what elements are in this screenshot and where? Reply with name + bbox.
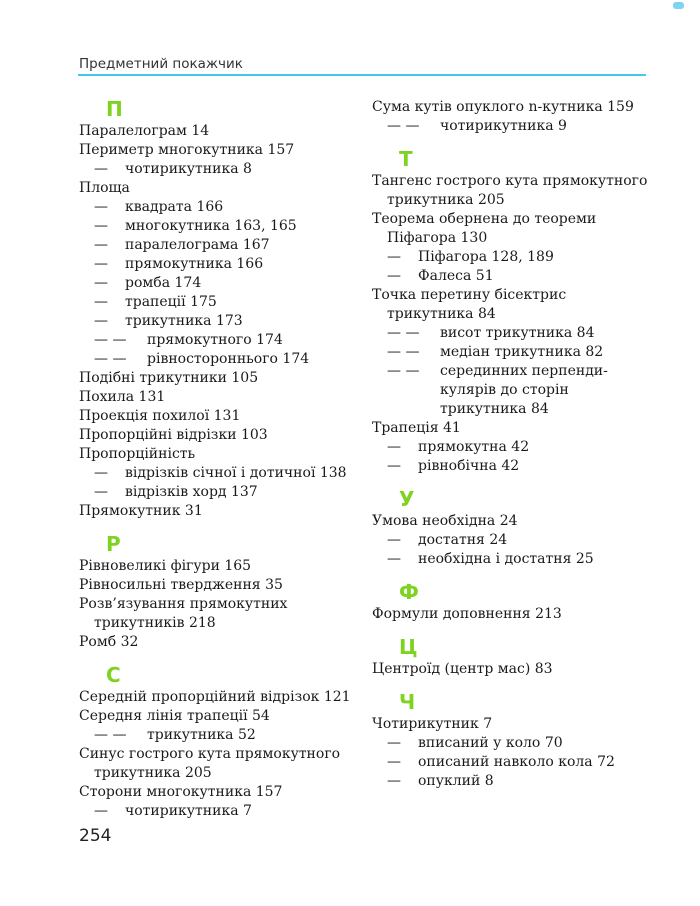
entry-dash: —	[387, 551, 401, 567]
entry-dash: —	[94, 275, 108, 291]
entry-text: серединних перпенди-	[440, 363, 608, 379]
page-header-title: Предметний покажчик	[79, 56, 243, 72]
index-section	[372, 98, 672, 136]
entry-continuation: трикутника 205	[94, 765, 212, 781]
entry-dash: — —	[94, 351, 127, 367]
index-entry	[372, 362, 672, 381]
index-entry	[372, 772, 672, 791]
entry-text: Чотирикутник 7	[372, 716, 493, 732]
entry-dash: —	[94, 294, 108, 310]
entry-dash: —	[387, 268, 401, 284]
entry-dash: —	[94, 218, 108, 234]
index-entry	[372, 438, 672, 457]
index-entry	[79, 350, 364, 369]
index-entry	[79, 557, 364, 576]
index-entry	[372, 550, 672, 569]
entry-dash: —	[94, 237, 108, 253]
index-entry	[79, 331, 364, 350]
entry-continuation: Піфагора 130	[387, 230, 488, 246]
entry-dash: —	[94, 256, 108, 272]
corner-badge-icon	[673, 2, 684, 9]
header-rule	[78, 74, 646, 76]
entry-dash: —	[387, 532, 401, 548]
entry-text: трикутника 173	[125, 313, 243, 329]
index-entry	[79, 198, 364, 217]
index-entry	[372, 286, 672, 305]
section-letter: П	[106, 97, 123, 121]
entry-text: кулярів до сторін	[440, 382, 569, 398]
entry-continuation: трикутника 84	[387, 306, 496, 322]
entry-text: чотирикутника 8	[125, 161, 252, 177]
entry-text: Подібні трикутники 105	[79, 370, 259, 386]
index-entry	[79, 576, 364, 595]
index-entry	[79, 236, 364, 255]
entry-dash: —	[94, 161, 108, 177]
entry-text: чотирикутника 7	[125, 803, 252, 819]
entry-text: вписаний у коло 70	[418, 735, 563, 751]
entry-text: Паралелограм 14	[79, 123, 210, 139]
index-entry	[372, 400, 672, 419]
entry-text: рівнобічна 42	[418, 458, 520, 474]
entry-text: Середній пропорційний відрізок 121	[79, 689, 351, 705]
section-letter: Ф	[399, 580, 419, 604]
index-section	[372, 488, 672, 569]
entry-text: Піфагора 128, 189	[418, 249, 554, 265]
entry-text: Проекція похилої 131	[79, 408, 241, 424]
index-entry	[79, 312, 364, 331]
index-section	[372, 636, 672, 679]
entry-text: Рівносильні твердження 35	[79, 577, 283, 593]
section-letter: Ч	[399, 690, 416, 714]
entry-text: Ромб 32	[79, 634, 139, 650]
entry-text: Синус гострого кута прямокутного	[79, 746, 341, 762]
entry-text: медіан трикутника 82	[440, 344, 604, 360]
index-entry	[372, 512, 672, 531]
entry-text: трапеції 175	[125, 294, 217, 310]
entry-text: Похила 131	[79, 389, 166, 405]
entry-text: паралелограма 167	[125, 237, 270, 253]
entry-dash: —	[94, 803, 108, 819]
index-entry	[372, 117, 672, 136]
entry-text: рівностороннього 174	[147, 351, 310, 367]
index-entry	[372, 324, 672, 343]
index-entry	[79, 802, 364, 821]
index-section	[372, 581, 672, 624]
entry-dash: —	[387, 735, 401, 751]
entry-text: Формули доповнення 213	[372, 606, 562, 622]
index-entry	[372, 457, 672, 476]
entry-dash: —	[387, 439, 401, 455]
index-entry	[372, 248, 672, 267]
index-entry	[79, 745, 364, 764]
index-entry	[372, 605, 672, 624]
index-column-left	[79, 98, 364, 833]
index-entry	[372, 734, 672, 753]
entry-text: Середня лінія трапеції 54	[79, 708, 270, 724]
entry-text: трикутника 84	[440, 401, 549, 417]
index-entry	[79, 483, 364, 502]
index-entry	[79, 293, 364, 312]
index-entry	[79, 464, 364, 483]
index-entry	[79, 595, 364, 614]
entry-text: Точка перетину бісектрис	[372, 287, 567, 303]
entry-text: Периметр многокутника 157	[79, 142, 295, 158]
entry-continuation: трикутників 218	[94, 615, 216, 631]
entry-text: Центроїд (центр мас) 83	[372, 661, 553, 677]
entry-text: Розв’язування прямокутних	[79, 596, 288, 612]
index-entry	[79, 445, 364, 464]
index-section	[372, 148, 672, 476]
index-entry	[372, 715, 672, 734]
entry-dash: — —	[94, 727, 127, 743]
index-entry	[372, 419, 672, 438]
entry-text: прямокутна 42	[418, 439, 530, 455]
entry-text: Площа	[79, 180, 130, 196]
entry-text: Пропорційність	[79, 446, 196, 462]
index-section	[79, 664, 364, 821]
entry-text: ромба 174	[125, 275, 202, 291]
entry-text: описаний навколо кола 72	[418, 754, 615, 770]
index-entry	[79, 633, 364, 652]
entry-dash: —	[387, 754, 401, 770]
entry-text: Тангенс гострого кута прямокутного	[372, 173, 648, 189]
entry-text: прямокутника 166	[125, 256, 264, 272]
entry-dash: — —	[387, 363, 420, 379]
entry-continuation: трикутника 205	[387, 192, 505, 208]
page-number: 254	[79, 826, 112, 846]
index-entry	[79, 179, 364, 198]
index-entry	[372, 531, 672, 550]
index-entry	[79, 160, 364, 179]
index-section	[79, 533, 364, 652]
entry-text: Прямокутник 31	[79, 503, 203, 519]
entry-text: відрізків січної і дотичної 138	[125, 465, 347, 481]
entry-text: Сторони многокутника 157	[79, 784, 283, 800]
entry-text: прямокутного 174	[147, 332, 283, 348]
entry-text: висот трикутника 84	[440, 325, 595, 341]
index-entry	[79, 255, 364, 274]
entry-dash: — —	[387, 325, 420, 341]
entry-text: Рівновеликі фігури 165	[79, 558, 252, 574]
index-entry	[79, 502, 364, 521]
entry-text: Фалеса 51	[418, 268, 494, 284]
entry-dash: —	[94, 465, 108, 481]
entry-dash: —	[94, 313, 108, 329]
index-section	[79, 98, 364, 521]
entry-dash: — —	[387, 344, 420, 360]
entry-text: відрізків хорд 137	[125, 484, 258, 500]
index-entry	[79, 688, 364, 707]
section-letter: Ц	[399, 635, 418, 659]
entry-text: опуклий 8	[418, 773, 494, 789]
index-entry	[79, 388, 364, 407]
entry-text: Теорема обернена до теореми	[372, 211, 597, 227]
index-entry	[372, 172, 672, 191]
index-entry	[79, 141, 364, 160]
entry-dash: — —	[387, 118, 420, 134]
entry-dash: —	[94, 484, 108, 500]
entry-text: квадрата 166	[125, 199, 224, 215]
index-entry	[372, 98, 672, 117]
index-entry	[79, 726, 364, 745]
entry-text: многокутника 163, 165	[125, 218, 297, 234]
entry-text: достатня 24	[418, 532, 508, 548]
index-entry	[79, 217, 364, 236]
entry-text: Умова необхідна 24	[372, 513, 518, 529]
index-entry	[79, 783, 364, 802]
entry-text: Сума кутів опуклого n-кутника 159	[372, 99, 634, 115]
index-entry	[79, 274, 364, 293]
entry-dash: —	[387, 773, 401, 789]
entry-text: Пропорційні відрізки 103	[79, 427, 268, 443]
entry-text: Трапеція 41	[372, 420, 461, 436]
section-letter: Р	[106, 532, 121, 556]
index-entry	[372, 753, 672, 772]
index-entry	[372, 210, 672, 229]
index-entry	[79, 426, 364, 445]
section-letter: С	[106, 663, 121, 687]
index-entry	[79, 369, 364, 388]
entry-text: чотирикутника 9	[440, 118, 567, 134]
section-letter: Т	[399, 147, 413, 171]
entry-dash: —	[387, 249, 401, 265]
entry-dash: — —	[94, 332, 127, 348]
entry-text: трикутника 52	[147, 727, 256, 743]
section-letter: У	[399, 487, 415, 511]
index-column-right	[372, 98, 672, 803]
index-section	[372, 691, 672, 791]
index-entry	[372, 343, 672, 362]
entry-text: необхідна і достатня 25	[418, 551, 594, 567]
index-entry	[372, 381, 672, 400]
index-entry	[372, 267, 672, 286]
index-entry	[79, 122, 364, 141]
index-entry	[79, 707, 364, 726]
index-entry	[79, 407, 364, 426]
index-entry	[372, 660, 672, 679]
entry-dash: —	[94, 199, 108, 215]
entry-dash: —	[387, 458, 401, 474]
